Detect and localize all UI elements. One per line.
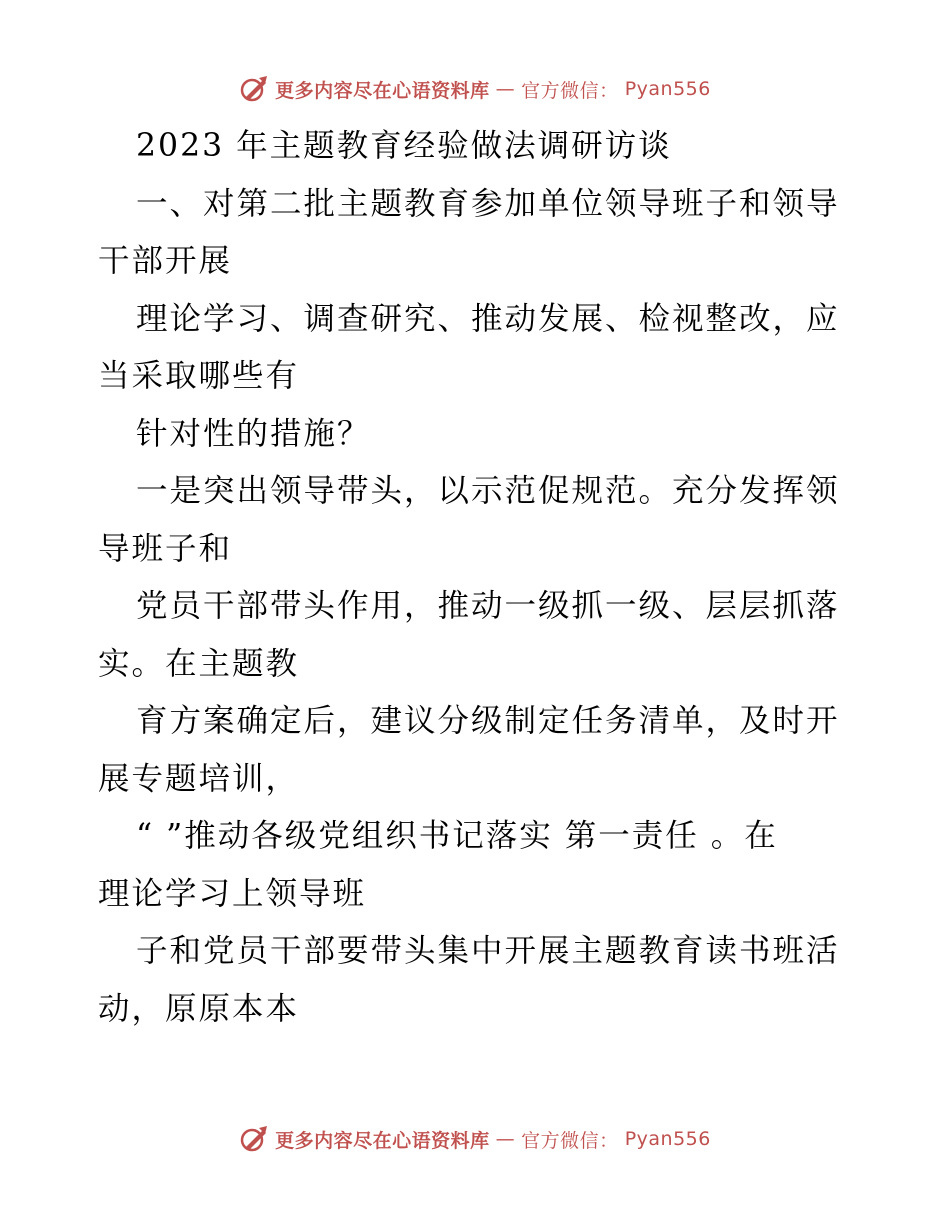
watermark-brand: 更多内容尽在心语资料库 [275,1129,490,1152]
paragraph-line: 育方案确定后，建议分级制定任务清单，及时开 [136,703,840,739]
document-title: 2023 年主题教育经验做法调研访谈 [136,128,672,164]
paragraph-line: 展专题培训， [98,760,300,797]
header-watermark [0,74,950,104]
paragraph-line: 实。在主题教 [98,645,300,682]
watermark-label: 官方微信： [521,1129,619,1152]
watermark-wechat-id: Pyan556 [624,1128,711,1150]
paragraph-line: 党员干部带头作用，推动一级抓一级、层层抓落 [136,588,840,624]
paragraph-line: 动，原原本本 [98,990,300,1027]
paragraph-line: 子和党员干部要带头集中开展主题教育读书班活 [136,933,840,969]
watermark-brand: 更多内容尽在心语资料库 [275,79,490,102]
watermark-dash: — [495,78,516,100]
paragraph-line: 针对性的措施？ [136,415,371,452]
paragraph-line: 当采取哪些有 [98,358,300,394]
paragraph-line: 一、对第二批主题教育参加单位领导班子和领导 [136,185,840,222]
paragraph-line: 理论学习、调查研究、推动发展、检视整改，应 [136,300,840,337]
watermark-dash: — [495,1128,516,1150]
quill-logo-icon [239,1124,269,1154]
watermark-label: 官方微信： [521,79,619,102]
quill-logo-icon [239,74,269,104]
document-body [98,118,858,1038]
paragraph-line: 一是突出领导带头，以示范促规范。充分发挥领 [136,473,840,509]
paragraph-line: “ ”推动各级党组织书记落实 第一责任 。在 [136,818,778,854]
paragraph-line: 导班子和 [98,530,233,567]
watermark-wechat-id: Pyan556 [624,78,711,100]
paragraph-line: 干部开展 [98,243,233,279]
paragraph-line: 理论学习上领导班 [98,875,367,912]
footer-watermark [0,1124,950,1154]
